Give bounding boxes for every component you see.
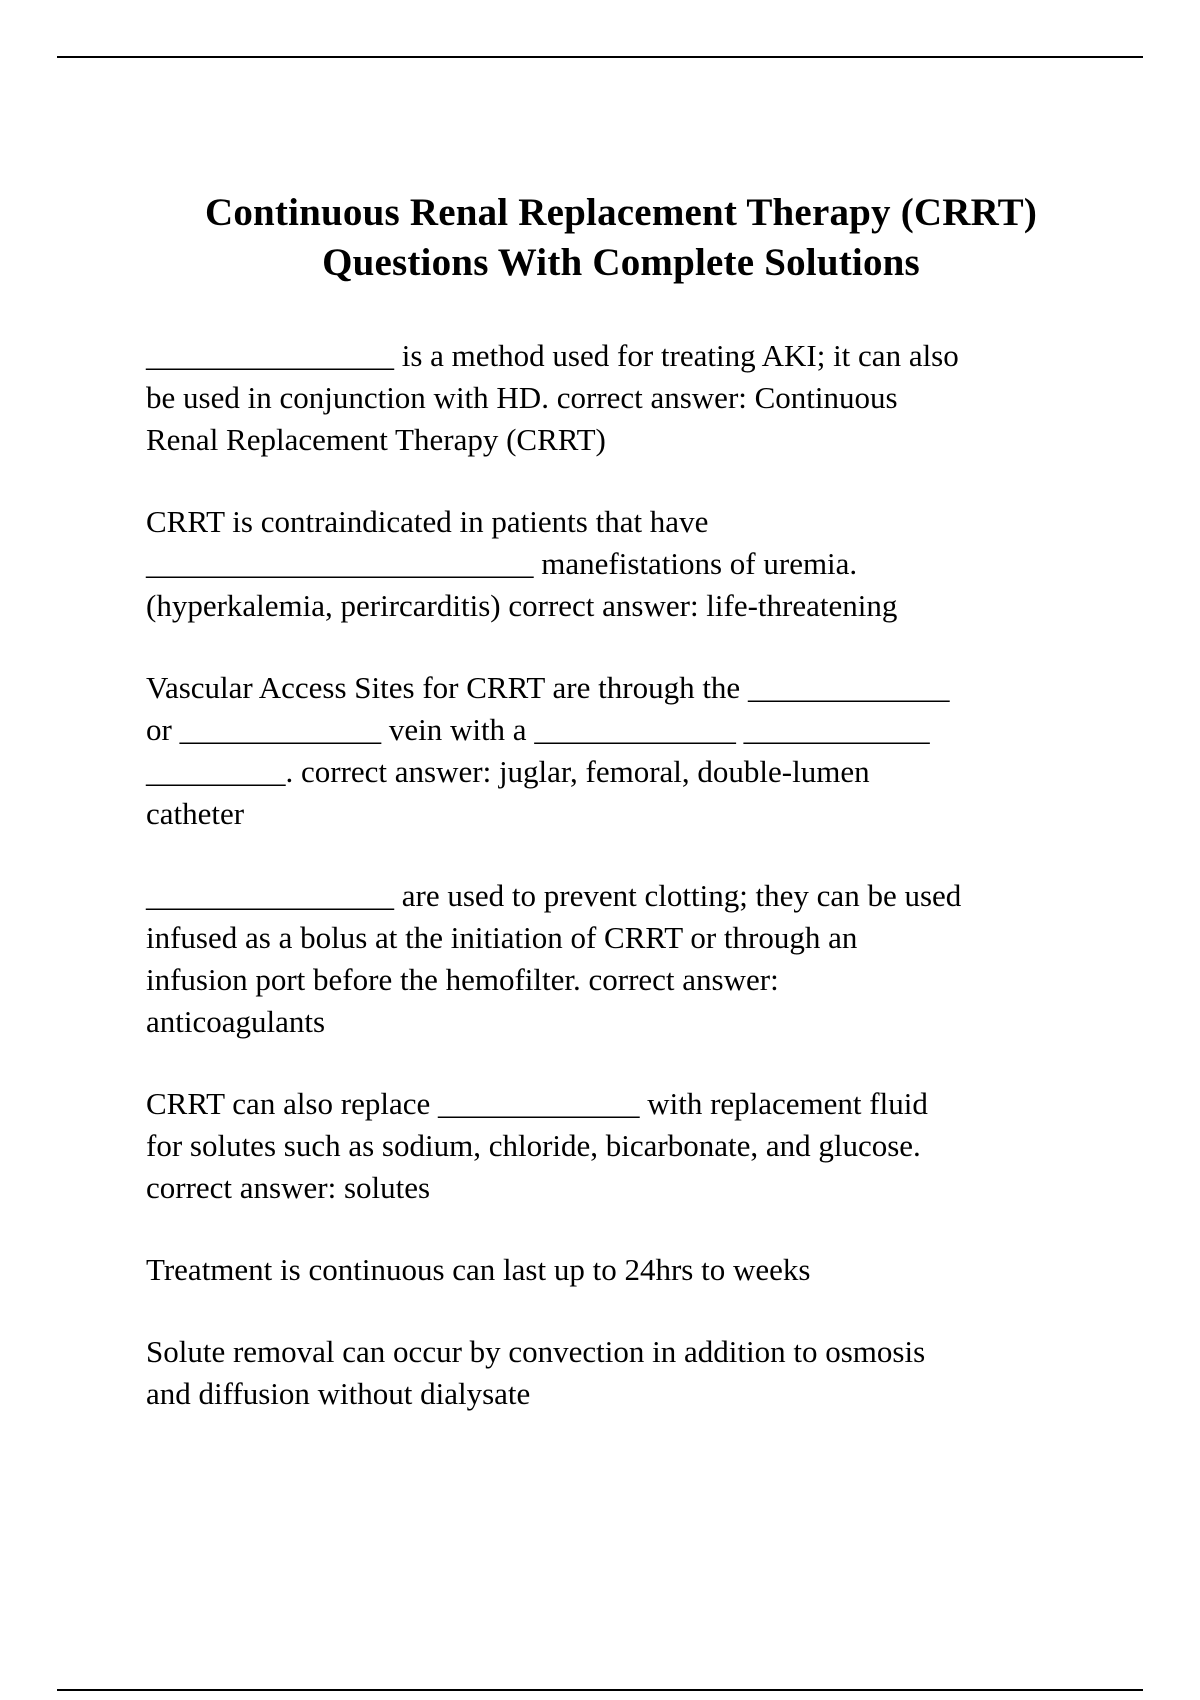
bottom-rule — [57, 1689, 1143, 1691]
text-line: be used in conjunction with HD. correct answer: Continuous — [146, 380, 898, 415]
question-paragraph-5 — [146, 1083, 1096, 1209]
text-line: Vascular Access Sites for CRRT are through the _____________ — [146, 670, 950, 705]
text-line: Treatment is continuous can last up to 24hrs to weeks — [146, 1252, 811, 1287]
question-paragraph-4 — [146, 875, 1096, 1043]
statement-paragraph-7 — [146, 1331, 1096, 1415]
text-line: infused as a bolus at the initiation of CRRT or through an — [146, 920, 858, 955]
text-line: ________________ are used to prevent clotting; they can be used — [146, 878, 962, 913]
text-line: or _____________ vein with a _____________ ____________ — [146, 712, 930, 747]
question-paragraph-3 — [146, 667, 1096, 835]
text-line: _________. correct answer: juglar, femoral, double-lumen — [146, 754, 870, 789]
text-line: ________________ is a method used for treating AKI; it can also — [146, 338, 959, 373]
statement-paragraph-6 — [146, 1249, 1096, 1291]
text-line: correct answer: solutes — [146, 1170, 431, 1205]
question-paragraph-1 — [146, 335, 1096, 461]
document-page — [146, 188, 1096, 1455]
text-line: and diffusion without dialysate — [146, 1376, 531, 1411]
text-line: anticoagulants — [146, 1004, 326, 1039]
title-line-1: Continuous Renal Replacement Therapy (CRRT) — [204, 191, 1038, 234]
text-line: catheter — [146, 796, 245, 831]
text-line: Solute removal can occur by convection in addition to osmosis — [146, 1334, 926, 1369]
document-body — [146, 335, 1096, 1415]
question-paragraph-2 — [146, 501, 1096, 627]
document-title — [146, 188, 1096, 288]
title-line-2: Questions With Complete Solutions — [322, 241, 920, 284]
text-line: _________________________ manefistations of uremia. — [146, 546, 858, 581]
text-line: CRRT can also replace _____________ with replacement fluid — [146, 1086, 928, 1121]
text-line: for solutes such as sodium, chloride, bicarbonate, and glucose. — [146, 1128, 921, 1163]
text-line: CRRT is contraindicated in patients that have — [146, 504, 709, 539]
text-line: (hyperkalemia, perircarditis) correct answer: life-threatening — [146, 588, 898, 623]
top-rule — [57, 56, 1143, 58]
text-line: infusion port before the hemofilter. correct answer: — [146, 962, 779, 997]
text-line: Renal Replacement Therapy (CRRT) — [146, 422, 606, 457]
